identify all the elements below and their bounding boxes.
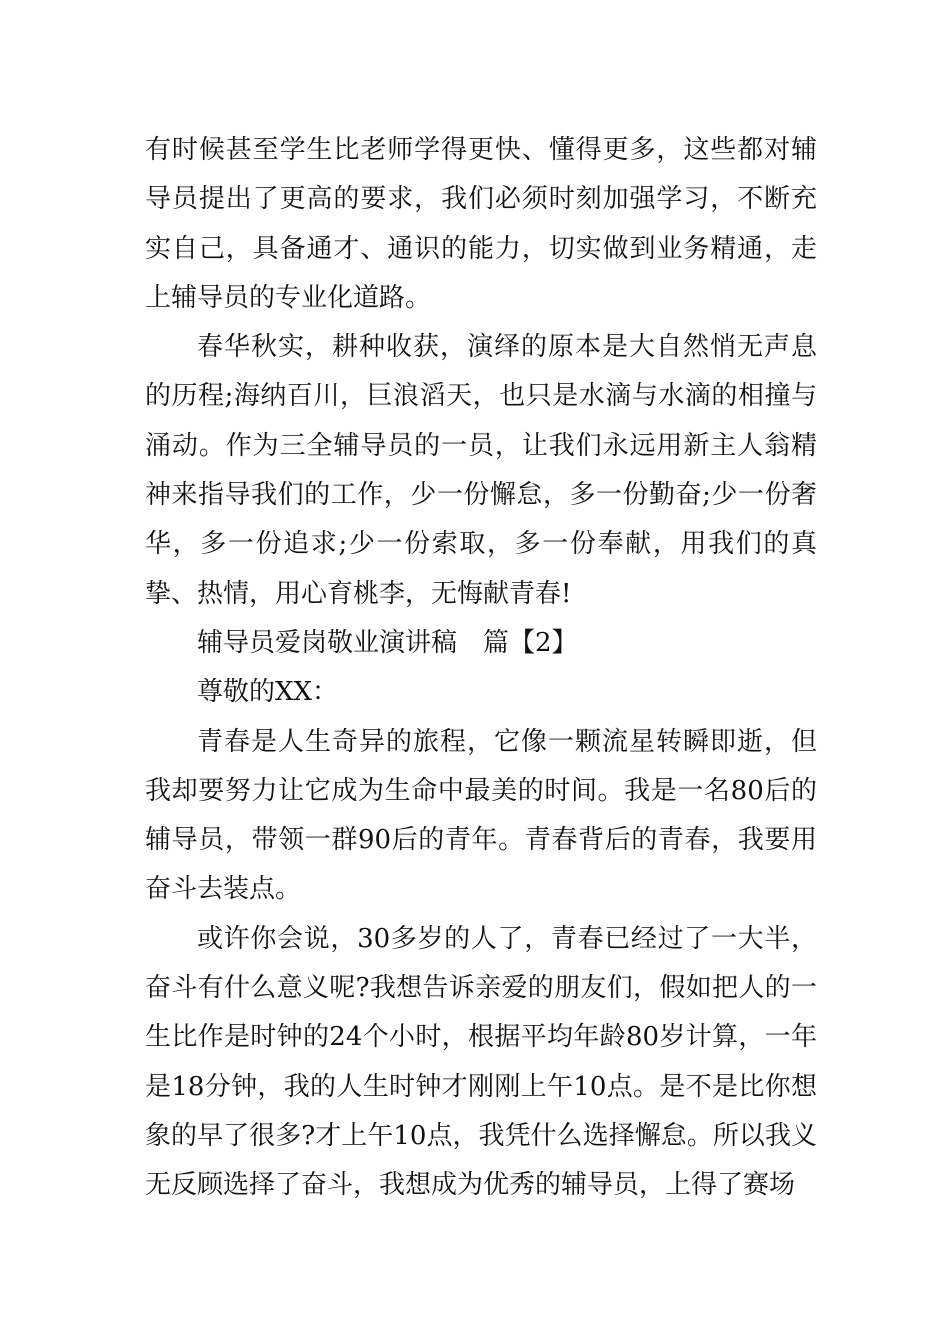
paragraph-1: 有时候甚至学生比老师学得更快、懂得更多，这些都对辅导员提出了更高的要求，我们必须时刻加强学习，不断充实自己，具备通才、通识的能力，切实做到业务精通，走上辅导员的专业化道路。 (145, 135, 817, 313)
section-heading: 辅导员爱岗敬业演讲稿 篇【2】 (197, 627, 578, 658)
paragraph-2: 春华秋实，耕种收获，演绎的原本是大自然悄无声息的历程;海纳百川，巨浪滔天，也只是水滴与水滴的相撞与涌动。作为三全辅导员的一员，让我们永远用新主人翁精神来指导我们的工作，少一份懈怠，多一份勤奋;少一份奢华，多一份追求;少一份索取，多一份奉献，用我们的真挚、热情，用心育桃李，无悔献青春! (145, 332, 817, 609)
document-body (145, 126, 817, 1211)
paragraph-4: 或许你会说，30多岁的人了，青春已经过了一大半，奋斗有什么意义呢?我想告诉亲爱的朋友们，假如把人的一生比作是时钟的24个小时，根据平均年龄80岁计算，一年是18分钟，我的人生时钟才刚刚上午10点。是不是比你想象的早了很多?才上午10点，我凭什么选择懈怠。所以我义无反顾选择了奋斗，我想成为优秀的辅导员，上得了赛场 (145, 923, 817, 1201)
paragraph-3: 青春是人生奇异的旅程，它像一颗流星转瞬即逝，但我却要努力让它成为生命中最美的时间。我是一名80后的辅导员，带领一群90后的青年。青春背后的青春，我要用奋斗去装点。 (145, 726, 817, 905)
salutation: 尊敬的XX： (197, 677, 339, 708)
